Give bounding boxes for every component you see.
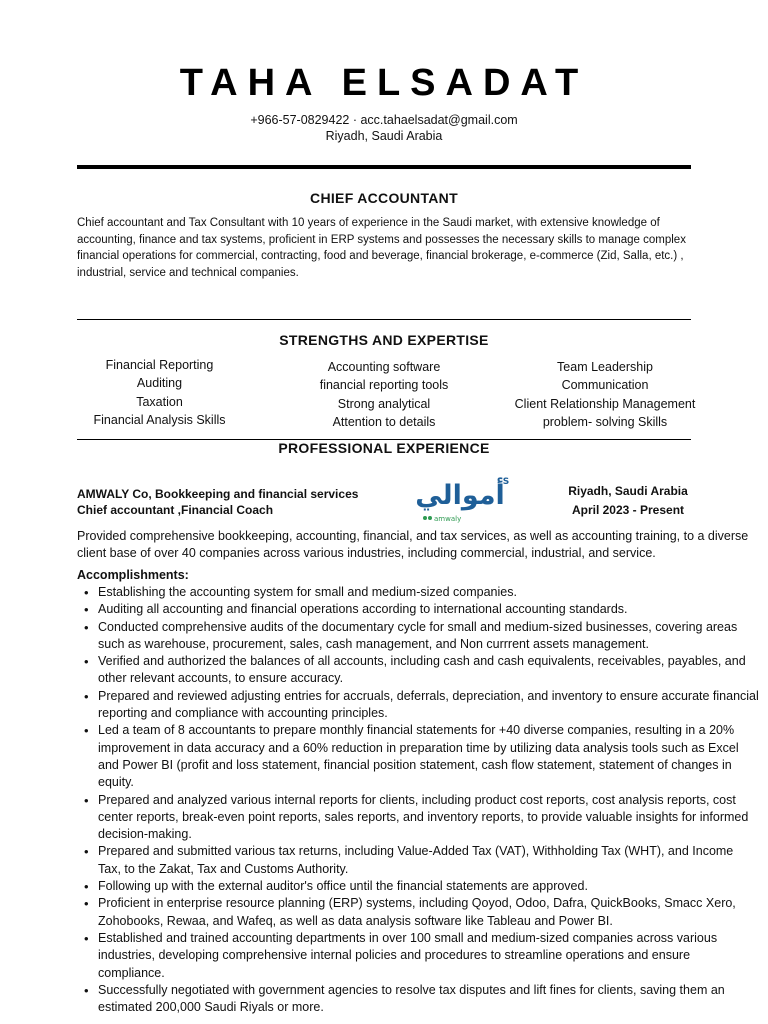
candidate-name: TAHA ELSADAT [179,62,589,104]
profile-title: CHIEF ACCOUNTANT [310,190,458,206]
job-role: Chief accountant ,Financial Coach [77,503,274,517]
accomplishment-item: • Verified and authorized the balances of all accounts, including cash and cash equivalents, receivables, payables, and other relevant accounts, to ensure accuracy. [77,653,759,688]
skill-item: financial reporting tools [319,378,449,393]
job-description: Provided comprehensive bookkeeping, accounting, financial, and tax services, as well as accounting training, to a diverse client base of over 40 companies across various industries, including commercial, industrial, and service. [77,529,749,560]
contact-block [0,112,768,144]
skill-item: Communication [561,378,649,393]
accomplishment-item: • Prepared and reviewed adjusting entries for accruals, deferrals, depreciation, and inventory to ensure accurate financial reporting and compliance with accounting principles. [77,688,759,723]
job-location: Riyadh, Saudi Arabia [568,484,688,498]
logo-dot [423,516,427,520]
job-dates: April 2023 - Present [571,503,685,517]
logo-dot [428,516,432,520]
job-heading [77,486,358,518]
skill-item: Attention to details [332,414,436,429]
accomplishments-title: Accomplishments: [77,568,189,582]
amwaly-logo [408,474,514,524]
header-divider [77,165,691,169]
job-meta [560,482,696,520]
strengths-title: STRENGTHS AND EXPERTISE [279,332,489,348]
logo-arabic-text: أموالي [415,480,505,511]
accomplishment-item: • Following up with the external auditor's office until the financial statements are approved. [77,878,759,895]
accomplishment-item: • Conducted comprehensive audits of the documentary cycle for small and medium-sized businesses, covering areas such as warehouse, procurement, sales, cash management, and Non currrent assets management. [77,619,759,654]
contact-line: +966-57-0829422 · acc.tahaelsadat@gmail.com [250,113,518,127]
logo-mark: S [502,477,510,487]
skill-item: Team Leadership [557,360,653,374]
skills-column-3 [500,358,710,431]
logo-subtext: amwaly [434,515,462,523]
skill-item: Auditing [136,376,183,391]
accomplishment-item: • Proficient in enterprise resource planning (ERP) systems, including Qoyod, Odoo, Dafra, QuickBooks, Smacc Xero, Zohobooks, Rewaa, and Wafeq, as well as data analysis software like Tableau and Power BI. [77,895,759,930]
skill-item: Client Relationship Management [514,396,696,411]
skill-item: Accounting software [327,360,441,374]
accomplishment-item: • Successfully negotiated with government agencies to resolve tax disputes and lift fines for clients, saving them an estimated 200,000 Saudi Riyals or more. [77,982,759,1017]
skill-item: Financial Analysis Skills [93,412,226,427]
skill-item: Taxation [136,394,183,409]
experience-title: PROFESSIONAL EXPERIENCE [278,440,490,456]
skill-item: Strong analytical [337,396,431,411]
skill-item: problem- solving Skills [542,414,668,429]
skills-column-2 [294,358,474,431]
accomplishment-item: • Established and trained accounting departments in over 100 small and medium-sized companies across various industries, developing comprehensive internal policies and procedures to streamline operations and ensure compliance. [77,930,759,982]
accomplishment-item: • Auditing all accounting and financial operations according to international accounting standards. [77,601,759,618]
job-company: AMWALY Co, Bookkeeping and financial services [77,487,359,501]
contact-location: Riyadh, Saudi Arabia [325,129,443,143]
accomplishment-item: • Prepared and submitted various tax returns, including Value-Added Tax (VAT), Withholding Tax (WHT), and Income Tax, to the Zakat, Tax and Customs Authority. [77,843,759,878]
accomplishments-list [77,584,759,1016]
accomplishment-item: • Prepared and analyzed various internal reports for clients, including product cost reports, cost analysis reports, cost center reports, break-even point reports, sales reports, and inventory reports, to provide valuable insights for informed decision-making. [77,792,759,844]
accomplishment-item: • Establishing the accounting system for small and medium-sized companies. [77,584,759,601]
strengths-divider-top [77,319,691,320]
skills-column-1 [77,356,242,429]
accomplishment-item: • Led a team of 8 accountants to prepare monthly financial statements for +40 diverse companies, resulting in a 20% improvement in data accuracy and a 60% reduction in preparation time by utilizing data analysis tools such as Excel and Power BI (profit and loss statement, financial position statement, cash flow statement, statement of changes in equity. [77,722,759,791]
profile-summary: Chief accountant and Tax Consultant with 10 years of experience in the Saudi market, with extensive knowledge of accounting, finance and tax systems, proficient in ERP systems and possesses the necessary skills to manage complex financial operations for commercial, contracting, food and beverage, financial brokerage, e-commerce (Zid, Salla, etc.) , industrial, service and technical companies. [77,217,686,279]
skill-item: Financial Reporting [105,358,214,372]
